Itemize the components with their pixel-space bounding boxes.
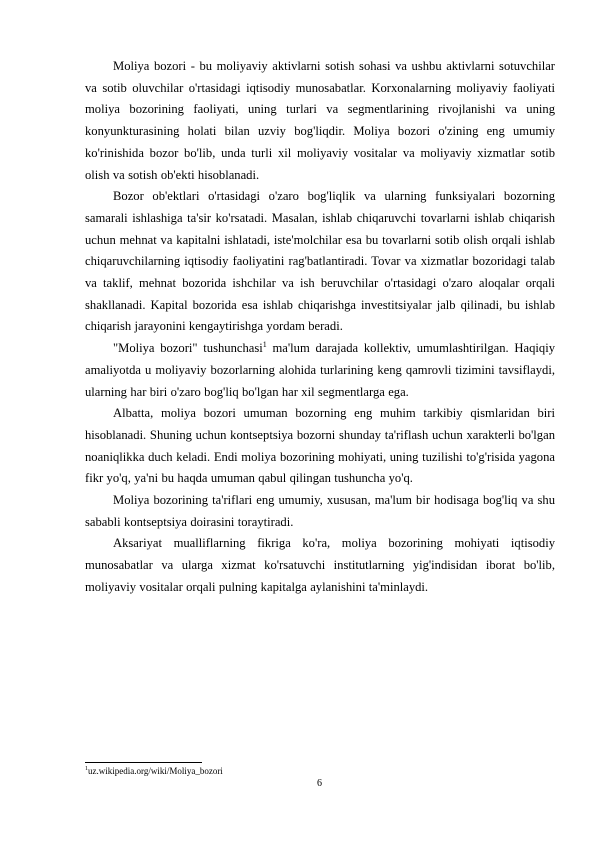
paragraph-concept-end: ma'lum darajada kollektiv, umumlashtirilgan. Haqiqiy amaliyotda u moliyaviy bozorlarning alohida turlarining keng qamrovli tizimini tavsiflaydi, ularning har biri o'zaro bog'liq bo'lgan har xil segmentlarga ega.: [85, 341, 555, 399]
paragraph-concept-start: "Moliya bozori" tushunchasi: [113, 341, 263, 356]
paragraph-definitions: Moliya bozorining ta'riflari eng umumiy, xususan, ma'lum bir hodisaga bog'liq va shu sababli kontseptsiya doirasini toraytiradi.: [85, 493, 555, 529]
footnote-link[interactable]: uz.wikipedia.org/wiki/Moliya_bozori: [88, 766, 223, 776]
page-number: 6: [317, 778, 322, 789]
paragraph-concept: [85, 338, 555, 403]
paragraph-essence: Aksariyat mualliflarning fikriga ko'ra, moliya bozorining mohiyati iqtisodiy munosabatlar va ularga xizmat ko'rsatuvchi institutlarning yig'indisidan iborat bo'lib, moliyaviy vositalar orqali pulning kapitalga aylanishini ta'minlaydi.: [85, 536, 555, 594]
paragraph-financial-market-definition: Moliya bozori - bu moliyaviy aktivlarni sotish sohasi va ushbu aktivlarni sotuvchilar va sotib oluvchilar o'rtasidagi iqtisodiy munosabatlar. Korxonalarning moliyaviy faoliyati moliya bozorining faoliyati, uning turlari va segmentlarining rivojlanishi va uning konyunkturasining holati bilan uzviy bog'liqdir. Moliya bozori o'zining eng umumiy ko'rinishida bozor bo'lib, unda turli xil moliyaviy vositalar va moliyaviy xizmatlar sotib olish va sotish ob'ekti hisoblanadi.: [85, 59, 555, 182]
page-body: [85, 56, 555, 599]
footnote-reference[interactable]: 1: [262, 339, 267, 349]
paragraph-market-objects: Bozor ob'ektlari o'rtasidagi o'zaro bog'liqlik va ularning funksiyalari bozorning samarali ishlashiga ta'sir ko'rsatadi. Masalan, ishlab chiqaruvchi tovarlarni ishlab chiqarish uchun mehnat va kapitalni ishlatadi, iste'molchilar esa bu tovarlarni sotib olish orqali ishlab chiqaruvchilarning iqtisodiy faoliyatini rag'batlantiradi. Tovar va xizmatlar bozoridagi talab va taklif, mehnat bozorida ishchilar va ish beruvchilar o'rtasidagi o'zaro aloqalar orqali shakllanadi. Kapital bozorida esa ishlab chiqarishga investitsiyalar jalb qilinadi, bu ishlab chiqarish jarayonini kengaytirishga yordam beradi.: [85, 189, 555, 334]
footnote-divider: [85, 762, 202, 763]
footnote-mark: 1: [85, 766, 88, 772]
footnote: [85, 766, 223, 777]
paragraph-component: Albatta, moliya bozori umuman bozorning eng muhim tarkibiy qismlaridan biri hisoblanadi. Shuning uchun kontseptsiya bozorni shunday ta'riflash uchun xarakterli bo'lgan noaniqlikka duch keladi. Endi moliya bozorining mohiyati, uning tuzilishi to'g'risida yagona fikr yo'q, ya'ni bu haqda umuman qabul qilingan tushuncha yo'q.: [85, 406, 555, 486]
